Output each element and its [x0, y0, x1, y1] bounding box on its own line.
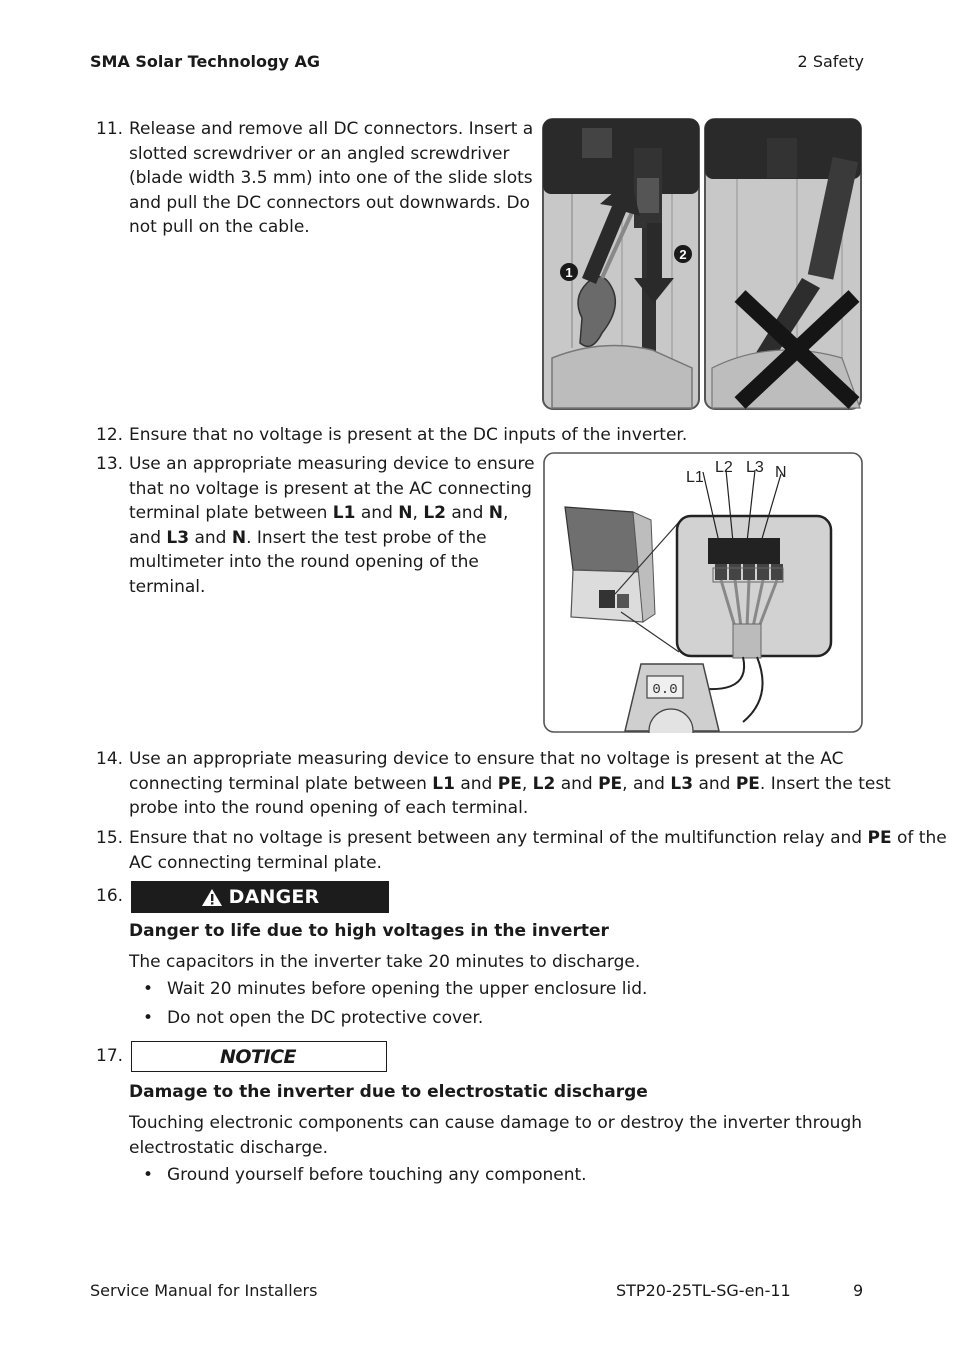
multimeter-drawing: [625, 664, 719, 733]
label-l2: L2: [715, 459, 733, 476]
text-line: not pull on the cable.: [129, 217, 310, 237]
step-badge-1: 1: [565, 265, 573, 280]
step-number: 16.: [96, 886, 124, 906]
header-section: 2 Safety: [797, 52, 864, 71]
text-line: Use an appropriate measuring device to ensure that no voltage is present at the AC: [129, 749, 844, 769]
step-text: [129, 747, 891, 821]
step-number: 15.: [96, 828, 124, 848]
text-line: probe into the round opening of each terminal.: [129, 798, 529, 818]
text-line: AC connecting terminal plate.: [129, 852, 382, 873]
footer-manual: Service Manual for Installers: [90, 1281, 318, 1300]
warning-triangle-icon: [201, 888, 223, 907]
label-l3: L3: [746, 459, 764, 476]
step-number: 14.: [96, 749, 124, 769]
list-item-text: Do not open the DC protective cover.: [167, 1008, 484, 1028]
text-line: The capacitors in the inverter take 20 minutes to discharge.: [129, 952, 641, 972]
notice-title: Damage to the inverter due to electrostatic discharge: [129, 1082, 648, 1102]
text-line: and L3 and N. Insert the test probe of the: [129, 527, 487, 548]
label-l1: L1: [686, 469, 704, 486]
step-text: [129, 423, 687, 448]
text-line: Ensure that no voltage is present at the DC inputs of the inverter.: [129, 425, 688, 445]
step-number: 11.: [96, 119, 124, 139]
label-n: N: [775, 464, 787, 481]
step-text: [129, 117, 533, 240]
text-line: Ensure that no voltage is present between any terminal of the multifunction relay and PE of the: [129, 828, 947, 848]
danger-text: [129, 950, 640, 975]
text-line: Use an appropriate measuring device to ensure: [129, 454, 535, 474]
header-company: SMA Solar Technology AG: [90, 52, 320, 71]
text-line: electrostatic discharge.: [129, 1137, 329, 1158]
text-line: Release and remove all DC connectors. Insert a: [129, 119, 534, 139]
bullet-icon: •: [143, 1165, 154, 1185]
right-panel: [705, 119, 861, 409]
left-panel: [543, 119, 699, 409]
list-item-text: Wait 20 minutes before opening the upper enclosure lid.: [167, 979, 648, 999]
step-number: 12.: [96, 425, 124, 445]
text-line: that no voltage is present at the AC connecting: [129, 478, 532, 499]
text-line: Touching electronic components can cause damage to or destroy the inverter through: [129, 1113, 863, 1133]
dc-connector-illustration: [542, 118, 862, 410]
notice-label: [131, 1041, 387, 1072]
text-line: terminal plate between L1 and N, L2 and N,: [129, 503, 509, 523]
list-item-text: Ground yourself before touching any component.: [167, 1165, 587, 1185]
bullet-icon: •: [143, 1008, 154, 1028]
step-text: [129, 826, 947, 875]
multimeter-display: 0.0: [652, 682, 678, 698]
text-line: multimeter into the round opening of the: [129, 552, 479, 572]
danger-label-text: DANGER: [228, 886, 320, 908]
text-line: and pull the DC connectors out downwards. Do: [129, 192, 530, 213]
ac-measurement-illustration: [543, 452, 863, 733]
page-number: 9: [853, 1281, 864, 1300]
notice-label-text: NOTICE: [220, 1045, 297, 1068]
text-line: connecting terminal plate between L1 and PE, L2 and PE, and L3 and PE. Insert the test: [129, 773, 891, 794]
danger-title: Danger to life due to high voltages in the inverter: [129, 921, 609, 941]
text-line: (blade width 3.5 mm) into one of the slide slots: [129, 168, 533, 188]
bullet-icon: •: [143, 979, 154, 999]
step-text: [129, 452, 535, 599]
text-line: slotted screwdriver or an angled screwdriver: [129, 143, 510, 164]
step-number: 13.: [96, 454, 124, 474]
footer-doc-id: STP20-25TL-SG-en-11: [616, 1281, 791, 1300]
danger-label: [131, 881, 389, 913]
step-number: 17.: [96, 1046, 124, 1066]
notice-text: [129, 1111, 862, 1160]
step-badge-2: 2: [679, 247, 687, 262]
text-line: terminal.: [129, 576, 206, 597]
